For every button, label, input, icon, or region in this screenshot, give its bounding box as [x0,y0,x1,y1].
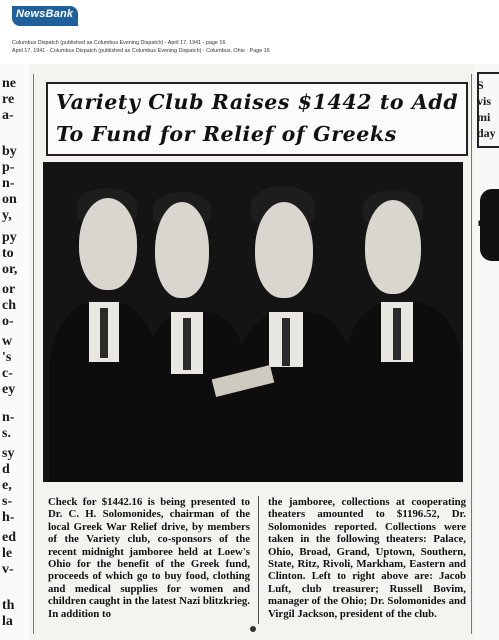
left-column-fragment: or, [2,262,18,277]
left-column-fragment: le [2,546,13,561]
left-column-fragment: w [2,334,13,349]
left-column-fragment: p- [2,160,15,175]
newspaper-scan [0,64,499,640]
left-column-fragment: ey [2,382,16,397]
left-column-fragment: or [2,282,16,297]
newsbank-logo-text: NewsBank [16,8,74,20]
left-column-fragment: c- [2,366,13,381]
right-column-sign: T [478,214,499,247]
left-column-fragment: ch [2,298,16,313]
left-column-cutoff [0,64,30,640]
left-column-fragment: y, [2,208,12,223]
left-column-fragment: a- [2,108,14,123]
right-column-fragment: day [477,126,496,140]
column-rule-left [33,74,34,634]
left-column-fragment: o- [2,314,14,329]
headline-line-2: To Fund for Relief of Greeks [56,122,397,146]
left-column-fragment: la [2,614,13,629]
news-photo [43,162,463,482]
right-column-fragment: S [477,78,484,92]
left-column-fragment: sy [2,446,15,461]
left-column-fragment: th [2,598,15,613]
right-column-fragment: vis [477,94,492,108]
left-column-fragment: s. [2,426,11,441]
left-column-fragment: n- [2,176,15,191]
headline-line-1: Variety Club Raises $1442 to Add [56,90,459,114]
left-column-fragment: on [2,192,17,207]
left-column-fragment: e, [2,478,12,493]
right-column-fragment: mi [477,110,491,124]
left-column-fragment: v- [2,562,14,577]
left-column-fragment: h- [2,510,15,525]
left-column-fragment: ed [2,530,16,545]
headline-box [46,82,468,156]
citation-line-1: Columbus Dispatch (published as Columbus Evening Dispatch) - April 17, 1941 - page 16 [12,40,226,46]
citation-line-2: April 17, 1941 · Columbus Dispatch (published as Columbus Evening Dispatch) · Columbus, Ohio · Page 16 [12,48,270,54]
column-rule-right [471,74,472,634]
left-column-fragment: 's [2,350,12,365]
left-column-fragment: n- [2,410,15,425]
article-body-column-1: Check for $1442.16 is being presented to Dr. C. H. Solomonides, chairman of the local Greek War Relief drive, by members of the Variety club, co-sponsors of the recent midnight jamboree held at Loew's Ohio for the benefit of the Greek fund, proceeds of which go to buy food, clothing and medical supplies for women and children caught in the latest Nazi blitzkrieg. In addition to [48,496,250,620]
left-column-fragment: s- [2,494,13,509]
left-column-fragment: re [2,92,15,107]
left-column-fragment: to [2,246,14,261]
left-column-fragment: ne [2,76,16,91]
left-column-fragment: by [2,144,17,159]
page-marker [250,626,256,632]
viewer-header [0,0,499,64]
right-column-cutoff [474,64,499,640]
column-divider [258,496,259,624]
left-column-fragment: py [2,230,17,245]
article-body-column-2: the jamboree, collections at cooperating theaters amounted to $1196.52, Dr. Solomonides reported. Collections were taken in the following theaters: Palace, Ohio, Broad, Grand, Uptown, Southern, State, Ritz, Rivoli, Markham, Eastern and Clinton. Left to right above are: Jacob Luft, club treasurer; Russell Bovim, manager of the Ohio; Dr. Solomonides and Virgil Jackson, president of the club. [268,496,466,620]
left-column-fragment: d [2,462,10,477]
